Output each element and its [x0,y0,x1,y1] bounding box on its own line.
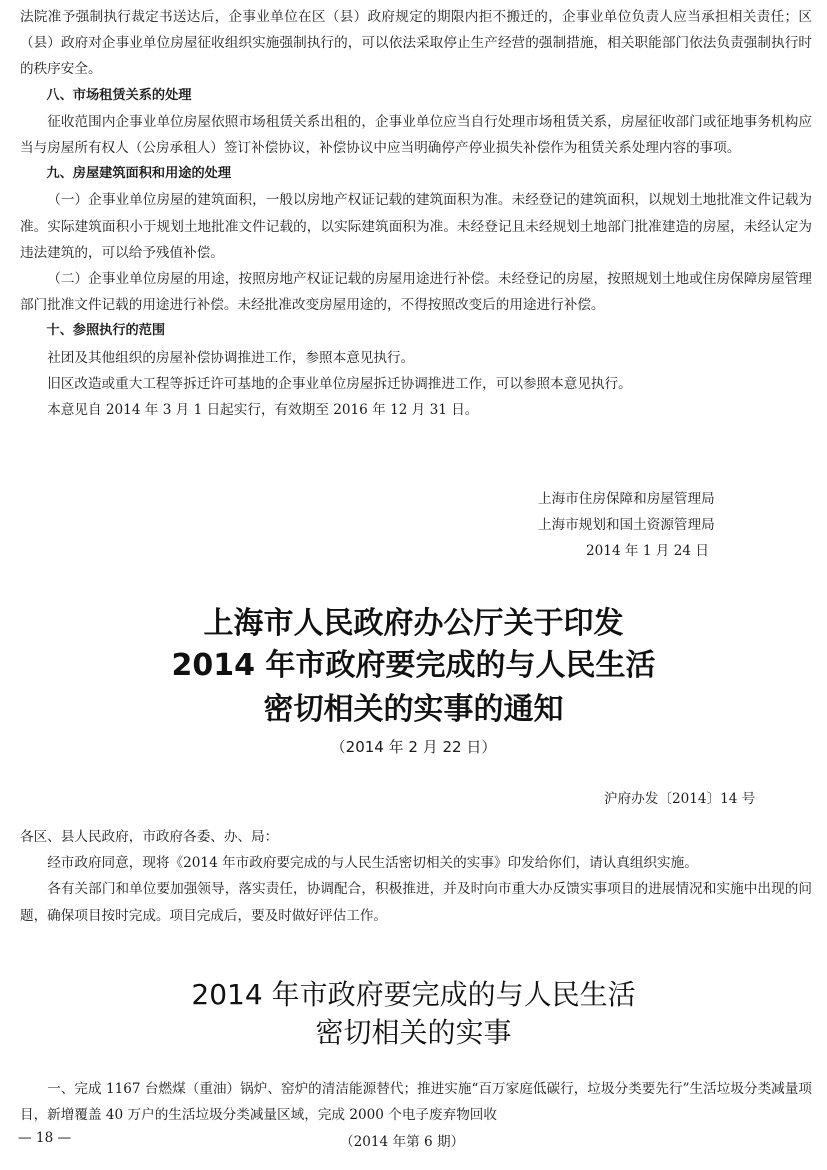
notice-title-line-3: 密切相关的实事的通知 [263,692,564,727]
notice-body [20,824,812,929]
paragraph: （二）企事业单位房屋的用途，按照房地产权证记载的房屋用途进行补偿。未经登记的房屋，按照规划土地或住房保障房屋管理部门批准文件记载的用途进行补偿。未经批准改变房屋用途的，不得按照改变后的用途进行补偿。 [20,271,812,314]
paragraph: 社团及其他组织的房屋补偿协调推进工作，参照本意见执行。 [47,349,415,366]
section-heading: 九、房屋建筑面积和用途的处理 [46,166,232,182]
page-number: — 18 — [18,1130,130,1146]
paragraph: 经市政府同意，现将《2014 年市政府要完成的与人民生活密切相关的实事》印发给你们，请认真组织实施。 [47,855,698,872]
paragraph: 法院准予强制执行裁定书送达后，企事业单位在区（县）政府规定的期限内拒不搬迁的，企事业单位负责人应当承担相关责任；区（县）政府对企事业单位房屋征收组织实施强制执行的，可以依法采取停止生产经营的强制措施，相关职能部门依法负责强制执行时的秩序安全。 [20,9,812,78]
section-heading: 十、参照执行的范围 [46,323,166,339]
document-number: 沪府办发〔2014〕14 号 [604,791,756,807]
signature-date: 2014 年 1 月 24 日 [586,543,709,559]
signature-org-housing: 上海市住房保障和房屋管理局 [538,491,715,507]
attachment-title-line-2: 密切相关的实事 [315,1016,512,1049]
issue-label: （2014 年第 6 期） [340,1130,464,1150]
paragraph: 一、完成 1167 台燃煤（重油）锅炉、窑炉的清洁能源替代；推进实施“百万家庭低碳行，垃圾分类要先行”生活垃圾分类减量项目，新增覆盖 40 万户的生活垃圾分类减量区域，完成 2000 个电子废弃物回收 [20,1081,812,1124]
signature-org-planning: 上海市规划和国土资源管理局 [538,517,715,533]
section-heading: 八、市场租赁关系的处理 [46,87,192,103]
paragraph: 征收范围内企事业单位房屋依照市场租赁关系出租的，企事业单位应当自行处理市场租赁关系，房屋征收部门或征地事务机构应当与房屋所有权人（公房承租人）签订补偿协议，补偿协议中应当明确停产停业损失补偿作为租赁关系处理内容的事项。 [20,113,812,157]
attachment-title-line-1: 2014 年市政府要完成的与人民生活 [191,978,636,1011]
paragraph: 本意见自 2014 年 3 月 1 日起实行，有效期至 2016 年 12 月 31 日。 [47,402,479,419]
notice-title-line-1: 上海市人民政府办公厅关于印发 [203,606,624,641]
paragraph: 旧区改造或重大工程等拆迁许可基地的企事业单位房屋拆迁协调推进工作，可以参照本意见执行。 [47,375,632,392]
notice-title-line-2: 2014 年市政府要完成的与人民生活 [171,648,656,683]
paragraph: 各有关部门和单位要加强领导，落实责任，协调配合，积极推进，并及时向市重大办反馈实事项目的进展情况和实施中出现的问题，确保项目按时完成。项目完成后，要及时做好评估工作。 [20,881,812,924]
top-section [20,4,812,423]
addressee: 各区、县人民政府，市政府各委、办、局： [20,829,279,845]
paragraph: （一）企事业单位房屋的建筑面积，一般以房地产权证记载的建筑面积为准。未经登记的建筑面积，以规划土地批准文件记载为准。实际建筑面积小于规划土地批准文件记载的，以实际建筑面积为准。未经登记且未经规划土地部门批准建造的房屋，未经认定为违法建筑的，可以给予残值补偿。 [20,192,812,261]
notice-date: （2014 年 2 月 22 日） [330,738,497,756]
attachment-body [20,1076,812,1128]
